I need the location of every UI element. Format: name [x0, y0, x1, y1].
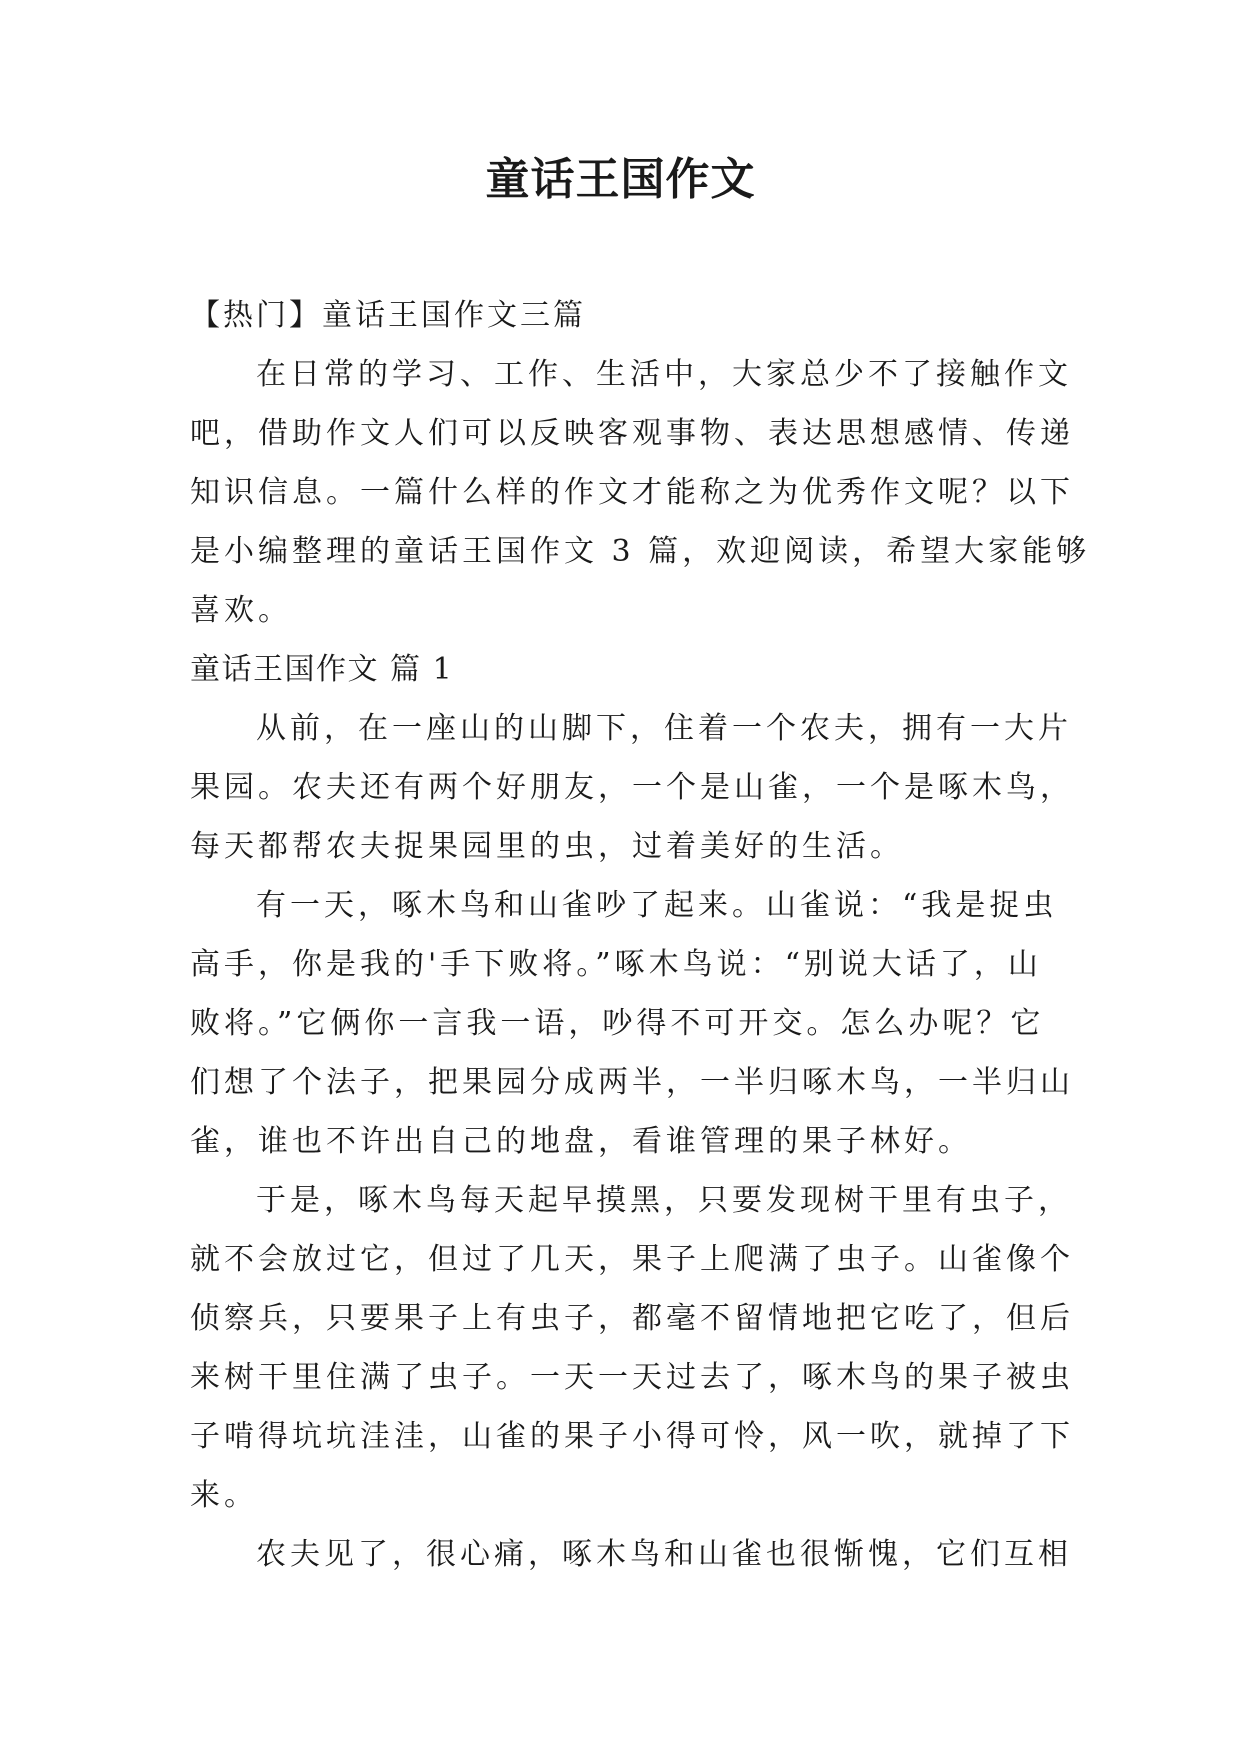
paragraph-line: 在日常的学习、工作、生活中，大家总少不了接触作文 [256, 357, 1072, 392]
document-body [190, 286, 1091, 1584]
paragraph-line: 是小编整理的童话王国作文 3 篇，欢迎阅读，希望大家能够 [190, 534, 1091, 569]
paragraph-line: 来树干里住满了虫子。一天一天过去了，啄木鸟的果子被虫 [190, 1360, 1074, 1395]
paragraph-line: 吧，借助作文人们可以反映客观事物、表达思想感情、传递 [190, 416, 1074, 451]
paragraph-line: 果园。农夫还有两个好朋友，一个是山雀，一个是啄木鸟， [190, 770, 1074, 805]
intro-paragraph [190, 345, 1091, 640]
paragraph-line: 喜欢。 [190, 593, 292, 628]
paragraph-line: 败将。”它俩你一言我一语，吵得不可开交。怎么办呢？它 [190, 1006, 1045, 1041]
document-title: 童话王国作文 [485, 154, 756, 205]
paragraph-line: 有一天，啄木鸟和山雀吵了起来。山雀说：“我是捉虫 [256, 888, 1058, 923]
story-paragraph-3 [190, 1171, 1074, 1525]
paragraph-line: 从前，在一座山的山脚下，住着一个农夫，拥有一大片 [256, 711, 1072, 746]
paragraph-line: 每天都帮农夫捉果园里的虫，过着美好的生活。 [190, 829, 904, 864]
paragraph-line: 于是，啄木鸟每天起早摸黑，只要发现树干里有虫子， [256, 1183, 1072, 1218]
paragraph-line: 就不会放过它，但过了几天，果子上爬满了虫子。山雀像个 [190, 1242, 1074, 1277]
paragraph-line: 子啃得坑坑洼洼，山雀的果子小得可怜，风一吹，就掉了下 [190, 1419, 1074, 1454]
paragraph-line: 农夫见了，很心痛，啄木鸟和山雀也很惭愧，它们互相 [256, 1537, 1072, 1572]
paragraph-line: 知识信息。一篇什么样的作文才能称之为优秀作文呢？以下 [190, 475, 1074, 510]
paragraph-line: 们想了个法子，把果园分成两半，一半归啄木鸟，一半归山 [190, 1065, 1074, 1100]
paragraph-line: 来。 [190, 1478, 258, 1513]
story-paragraph-2 [190, 876, 1074, 1171]
section-heading: 童话王国作文 篇 1 [190, 652, 454, 687]
story-paragraph-4 [190, 1525, 1072, 1584]
subtitle: 【热门】童话王国作文三篇 [190, 298, 586, 333]
story-paragraph-1 [190, 699, 1074, 876]
paragraph-line: 侦察兵，只要果子上有虫子，都毫不留情地把它吃了，但后 [190, 1301, 1074, 1336]
paragraph-line: 雀，谁也不许出自己的地盘，看谁管理的果子林好。 [190, 1124, 972, 1159]
paragraph-line: 高手，你是我的'手下败将。”啄木鸟说：“别说大话了，山 [190, 947, 1042, 982]
